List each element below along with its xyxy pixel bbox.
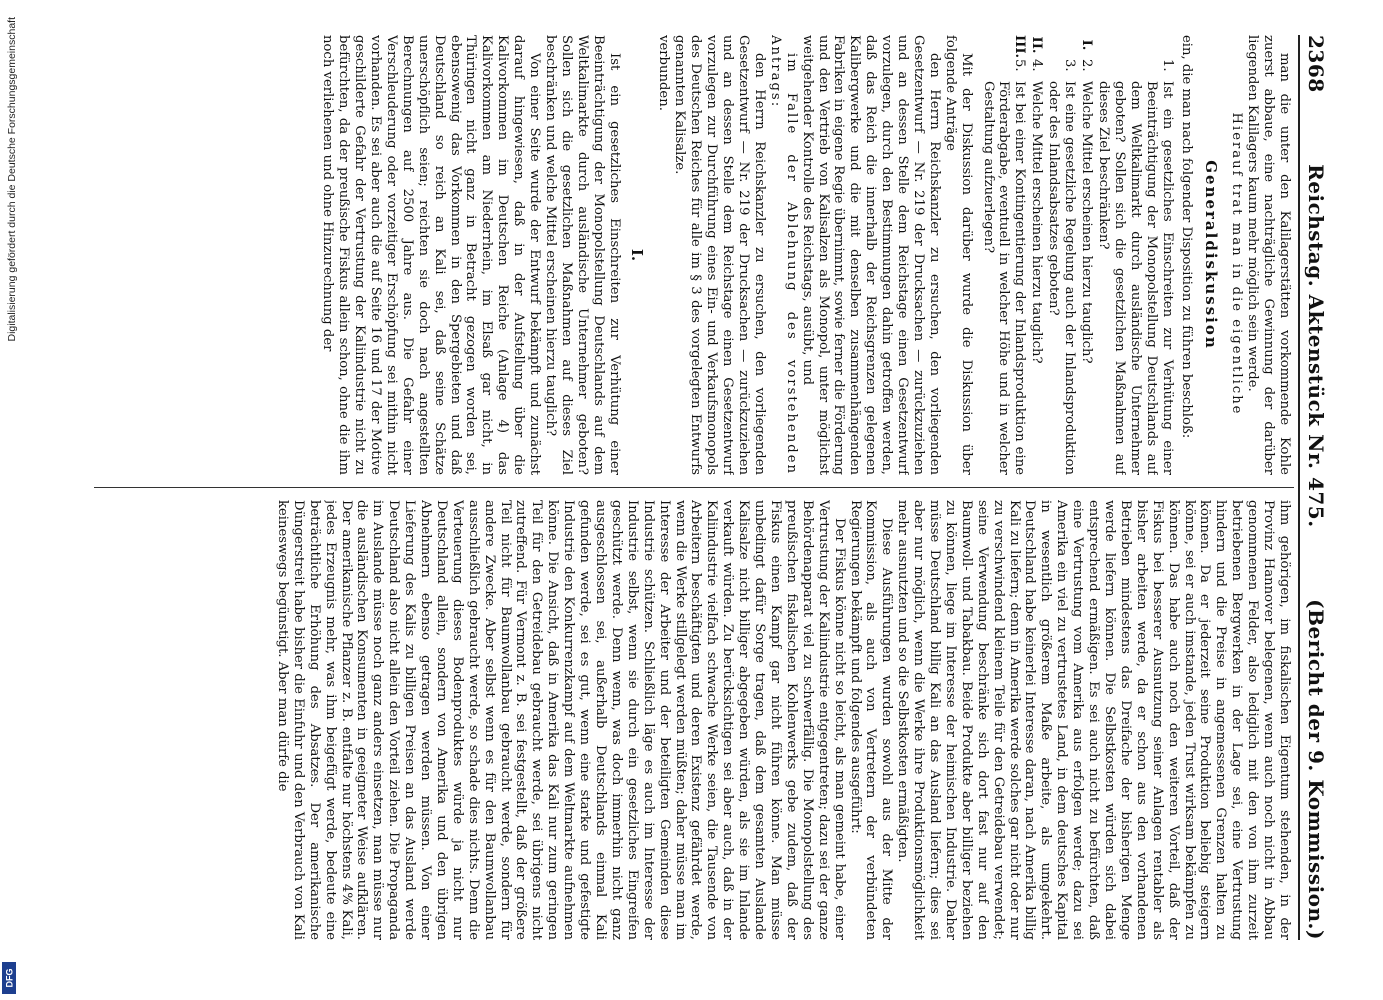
right-paragraph-3: Der Fiskus könne nicht so leicht, als man gemeint habe, einer Vertrustung der Kaliindustrie entgegentreten; dazu sei der ganze Behördenapparat viel zu schwerfällig. Die Monopolstellung des preußischen fiskalischen Kohlenwerks gebe zudem, daß der Fiskus einen Kampf gar nicht führen könne. Man müsse unbedingt dafür Sorge tragen, daß dem gesamten Auslande Kalisalze nicht billiger abgegeben würden, als sie im Inlande verkauft würden. Zu berücksichtigen sei aber auch, daß in der Kaliindustrie vielfach schwache Werke seien, die Tausende von Arbeitern beschäftigten und deren Existenz gefährdet werde, wenn die Werke stillgelegt werden müßten; daher müsse man im Interesse der Arbeiter und der beteiligten Gemeinden diese Industrie schützen. Schließlich läge es auch im Interesse der Industrie selbst, wenn sie durch ein gesetzliches Eingreifen geschützt werde. Denn wenn, was doch immerhin nicht ganz ausgeschlossen sei, außerhalb Deutschlands einmal Kali gefunden werde, sei es gut, wenn eine starke und gefestigte Industrie den Konkurrenzkampf auf dem Weltmarkte aufnehmen könne. Die Ansicht, daß in Amerika das Kali nur zum geringen Teil für den Getreidebau gebraucht werde, sei übrigens nicht zutreffend. Für Vermont z. B. sei festgestellt, daß der größere Teil nicht für Baumwollanbau gebraucht werde, sondern für andere Zwecke. Aber selbst wenn es für den Baumwollanbau ausschließlich gebraucht werde, so schade dies nichts. Denn die Verteuerung dieses Bodenproduktes würde ja nicht nur Deutschland allein, sondern von Amerika und den übrigen Abnehmern ebenso getragen werden müssen. Von einer Lieferung des Kalis zu billigen Preisen an das Ausland werde Deutschland also nicht allein den Vorteil ziehen. Die Propaganda im Auslande müsse noch ganz anders einsetzen, man müsse nur die ausländischen Konsumenten in geeigneter Weise aufklären. Der amerikanische Pflanzer z. B. entfalte nur höchstens 4% Kali, jedes Erzeugnis mehr, was ihm beigefügt werde, bedeute eine beträchtliche Erhöhung des Absatzes. Der amerikanische Düngerstreit habe bisher die Einfuhr und den Verbrauch von Kali keineswegs begünstigt. Aber man dürfe die	[274, 500, 847, 940]
right-paragraph-2: Diese Ausführungen wurden sowohl aus der Mitte der Kommission, als auch von Vertretern der verbündeten Regierungen bekämpft und folgendes ausgeführt:	[847, 500, 895, 940]
header-title: Reichstag. Aktenstück Nr. 475.	[1304, 164, 1328, 528]
header-rule	[1298, 35, 1300, 940]
antraege-intro: Mit der Diskussion darüber wurde die Diskussion über folgende Anträge	[942, 35, 974, 475]
column-divider	[94, 487, 1294, 488]
question-item: 3. Ist eine gesetzliche Regelung auch der Inlandsproduktion oder des Inlandsabsatzes geboten?	[1046, 59, 1078, 475]
question-item: II. 4. Welche Mittel erscheinen hierzu tauglich?	[1029, 36, 1045, 364]
eventual-clause: im Falle der Ablehnung des vorstehenden Antrags:	[767, 35, 799, 475]
antrag-1: den Herrn Reichskanzler zu ersuchen, den vorliegenden Gesetzentwurf — Nr. 219 der Drucksachen — zurückzuziehen und an dessen Stelle dem Reichstage einen Gesetzentwurf vorzulegen, durch den Bestimmungen dahin getroffen werden, daß das Reich die innerhalb der Reichsgrenzen gelegenen Kalibergwerke und die mit denselben zusammenhängenden Fabriken in eigene Regie übernimmt, sowie ferner die Förderung und den Vertrieb von Kalisalzen als Monopol, unter möglichst weitgehender Kontrolle des Reichstags, ausübt, und	[799, 35, 942, 475]
page-header	[1302, 35, 1330, 940]
rotated-document-page	[85, 35, 1330, 940]
header-subtitle: (Bericht der 9. Kommission.)	[1304, 599, 1328, 940]
intro-paragraph-2: Hierauf trat man in die eigentliche	[1229, 112, 1245, 416]
question-item: 1. Ist ein gesetzliches Einschreiten zur Verhütung einer Beeinträchtigung der Monopolstellung Deutschlands auf dem Weltkalimarkt durch ausländische Unternehmer geboten? Sollen sich die gesetzlichen Maßnahmen auf dieses Ziel beschränken?	[1095, 59, 1175, 475]
digitization-credit	[3, 0, 17, 1000]
intro-paragraph: man die unter den Kalilagerstätten vorkommende Kohle zuerst abbaue, eine nachträgliche Gewinnung der darüber liegenden Kalilagers kaum mehr möglich sein werde.	[1245, 35, 1292, 475]
right-paragraph-1: ihm gehörigen, im fiskalischen Eigentum stehenden, in der Provinz Hannover belegenen, wenn auch noch nicht in Abbau genommenen Felder, also lediglich mit den von ihm zurzeit betriebenen Bergwerken in der Lage sei, eine Vertrustung hindern und die Preise in angemessenen Grenzen halten zu können. Da er jederzeit seine Produktion beliebig steigern könne, sei er auch imstande, jeden Trust wirksam bekämpfen zu können. Das habe auch noch den weiteren Vorteil, daß der Fiskus bei besserer Ausnutzung seiner Anlagen rentabler als bisher arbeiten werde, da er schon aus den vorhandenen Betrieben mindestens das Dreifache der bisherigen Menge werde liefern können. Die Selbstkosten würden sich dabei entsprechend ermäßigen. Es sei auch nicht zu befürchten, daß eine Vertrustung vom Amerika aus erfolgen werde; dazu sei Amerika ein viel zu vertrustetes Land, in dem deutsches Kapital in wesentlich größerem Maße arbeite, als umgekehrt. Deutschland habe keinerlei Interesse daran, nach Amerika billig Kali zu liefern; denn in Amerika werde solches gar nicht oder nur zu verschwindend kleinem Teile für den Getreidebau verwendet; seine Verwendung beschränke sich dort fast nur auf den Baumwoll- und Tabakbau. Beide Produkte aber billiger beziehen zu können, liege im Interesse der heimischen Industrie. Daher müsse Deutschland billig Kali an das Ausland liefern; dies sei aber nur möglich, wenn die Werke ihre Produktionsmöglichkeit mehr ausnutzten und so die Selbstkosten ermäßigten.	[895, 500, 1292, 940]
body-paragraph: Von einer Seite wurde der Entwurf bekämpft und zunächst darauf hingewiesen, daß in der Aufstellung über die Kalivorkommen im Deutschen Reiche (Anlage 4) das Kalivorkommen am Niederrhein, im Elsaß gar nicht, in Thüringen nicht ganz in Betracht gezogen worden sei, ebensowenig das Vorkommen in den Spergebieten und daß Deutschland so reich an Kali sei, daß seine Schätze unerschöpflich seien; reichten sie doch nach angestellten Berechnungen auf 2500 Jahre aus. Die Gefahr einer Verschleuderung oder vorzeitiger Erschöpfung sei mithin nicht vorhanden. Es sei aber auch die auf Seite 16 und 17 der Motive geschilderte Gefahr der Vertrustung der Kaliindustrie nicht zu befürchten, da der preußische Fiskus allein schon, ohne die ihm noch verliehenen und ohne Hinzurechnung der	[320, 35, 543, 475]
section-heading: Generaldiskussion	[1202, 160, 1221, 350]
question-list	[980, 35, 1175, 475]
verbunden-text: verbunden.	[656, 35, 672, 111]
section-number: I.	[627, 248, 646, 262]
credit-text: Digitalisierung gefördert durch die Deutsche Forschungsgemeinschaft	[6, 17, 18, 342]
question-item: I. 2. Welche Mittel erscheinen hierzu tauglich?	[1079, 39, 1095, 364]
left-column	[92, 35, 1292, 475]
disposition-intro: ein, die man nach folgender Disposition zu führen beschloß:	[1179, 35, 1195, 439]
dfg-logo: DFG	[2, 962, 16, 994]
question-item: III. 5. Ist bei einer Kontingentierung der Inlandsproduktion eine Förderabgabe, eventuell in welcher Höhe und in welcher Gestaltung aufzuerlegen?	[980, 35, 1028, 475]
page-number: 2368	[1304, 35, 1328, 93]
right-column	[92, 500, 1292, 940]
section-question: Ist ein gesetzliches Einschreiten zur Verhütung einer Beeinträchtigung der Monopolstellung Deutschlands auf dem Weltkalimarkte durch ausländische Unternehmer geboten? Sollen sich die gesetzlichen Maßnahmen auf dieses Ziel beschränken und welche Mittel erscheinen hierzu tauglich?	[543, 35, 622, 475]
antrag-2: den Herrn Reichskanzler zu ersuchen, den vorliegenden Gesetzentwurf — Nr. 219 der Drucksachen — zurückzuziehen und an dessen Stelle dem Reichstage einen Gesetzentwurf vorzulegen zur Durchführung eines Ein- und Verkaufsmonopols des Deutschen Reiches für alle im § 3 des vorgelegten Entwurfs genannten Kalisalze.	[672, 35, 767, 475]
